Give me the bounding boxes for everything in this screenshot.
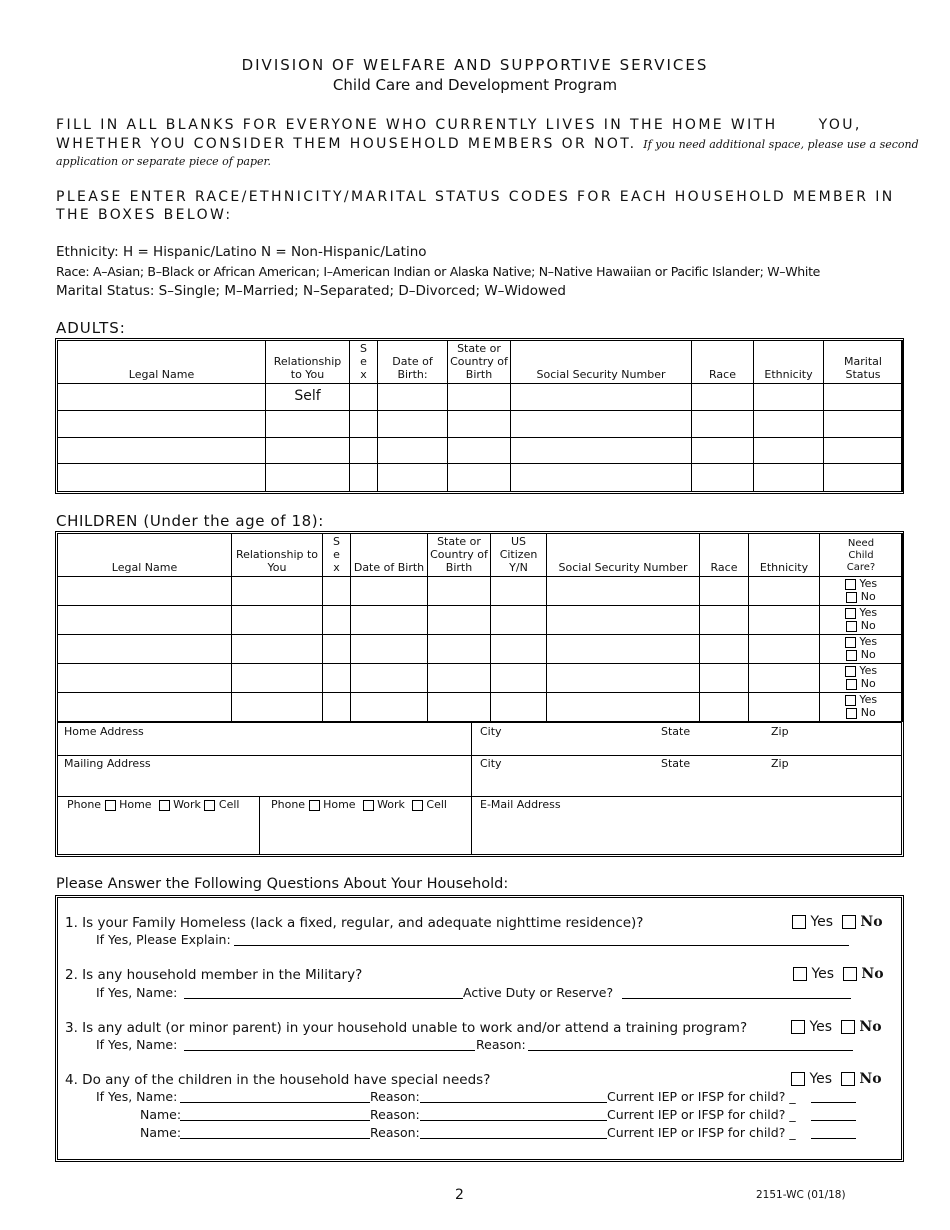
child-relationship-cell[interactable]: [232, 606, 323, 635]
q4-iep-line-3[interactable]: [811, 1138, 856, 1139]
child-care-options: [820, 693, 903, 722]
adults-col-race: Race: [692, 341, 754, 384]
codes-line2: THE BOXES BELOW:: [56, 207, 233, 223]
page-number: 2: [455, 1187, 464, 1203]
adults-table: [57, 340, 903, 492]
q3-reason-label: Reason:: [476, 1037, 526, 1052]
child-citizen-cell[interactable]: [491, 635, 547, 664]
instructions-line2-text: WHETHER YOU CONSIDER THEM HOUSEHOLD MEMBERS OR NOT.: [56, 136, 637, 152]
child-name-cell[interactable]: [58, 664, 232, 693]
adult-ssn-cell[interactable]: [511, 464, 692, 492]
adult-ethnicity-cell[interactable]: [754, 464, 824, 492]
care-no-label: No: [860, 619, 876, 632]
adult-relationship-cell[interactable]: [266, 464, 350, 492]
q4-yes-checkbox[interactable]: [791, 1072, 805, 1086]
phone-2-cell-checkbox[interactable]: [412, 800, 423, 811]
phone-1-row: [67, 798, 239, 811]
q2-no-checkbox[interactable]: [843, 967, 857, 981]
adults-heading: ADULTS:: [56, 319, 126, 337]
q4-name-label-2: Name:: [140, 1107, 182, 1122]
child-sex-cell[interactable]: [323, 606, 351, 635]
q4-reason-line-3[interactable]: [420, 1138, 607, 1139]
q2-yes-no: [793, 966, 884, 982]
q4-yes-label: Yes: [809, 1071, 833, 1087]
adult-name-cell[interactable]: [58, 411, 266, 438]
q1-explain-line[interactable]: [234, 945, 849, 946]
adult-marital-cell[interactable]: [824, 384, 903, 411]
q2-no-label: No: [861, 966, 884, 982]
adults-col-ethnicity: Ethnicity: [754, 341, 824, 384]
address-divider: [471, 723, 472, 855]
q4-iep-label-3: Current IEP or IFSP for child? _: [607, 1125, 796, 1140]
agency-title: DIVISION OF WELFARE AND SUPPORTIVE SERVICES: [241, 56, 709, 74]
children-heading: CHILDREN (Under the age of 18):: [56, 512, 324, 530]
children-col-citizen: US Citizen Y/N: [491, 534, 547, 577]
questions-heading: Please Answer the Following Questions About Your Household:: [56, 876, 509, 892]
q1-yes-label: Yes: [810, 914, 834, 930]
adult-ethnicity-cell[interactable]: [754, 411, 824, 438]
q1-yes-checkbox[interactable]: [792, 915, 806, 929]
children-col-legal-name: Legal Name: [58, 534, 232, 577]
instructions-line1: FILL IN ALL BLANKS FOR EVERYONE WHO CURRENTLY LIVES IN THE HOME WITH YOU,: [56, 117, 862, 133]
children-col-race: Race: [700, 534, 749, 577]
q2-name-line[interactable]: [184, 998, 463, 999]
adult-dob-cell[interactable]: [378, 464, 448, 492]
q3-yes-checkbox[interactable]: [791, 1020, 805, 1034]
care-no-checkbox[interactable]: [846, 679, 857, 690]
child-state-cell[interactable]: [428, 606, 491, 635]
q1-no-checkbox[interactable]: [842, 915, 856, 929]
phone-1-work-label: Work: [173, 798, 201, 811]
table-row: [58, 635, 903, 664]
child-citizen-cell[interactable]: [491, 606, 547, 635]
q2-duty-line[interactable]: [622, 998, 851, 999]
child-sex-cell[interactable]: [323, 693, 351, 722]
adult-relationship-self: Self: [266, 384, 350, 411]
care-yes-label: Yes: [859, 635, 878, 648]
children-col-need-care: Need Child Care?: [820, 534, 903, 577]
child-race-cell[interactable]: [700, 693, 749, 722]
care-yes-label: Yes: [859, 664, 878, 677]
care-no-label: No: [860, 648, 876, 661]
q3-no-checkbox[interactable]: [841, 1020, 855, 1034]
phone-2-label: Phone: [271, 798, 306, 811]
children-col-sex: S e x: [323, 534, 351, 577]
adult-relationship-cell[interactable]: [266, 438, 350, 464]
care-no-label: No: [860, 706, 876, 719]
child-state-cell[interactable]: [428, 664, 491, 693]
care-yes-checkbox[interactable]: [845, 666, 856, 677]
question-3: 3. Is any adult (or minor parent) in your household unable to work and/or attend a training program?: [65, 1020, 748, 1036]
adult-sex-cell[interactable]: [350, 411, 378, 438]
adult-marital-cell[interactable]: [824, 438, 903, 464]
child-ssn-cell[interactable]: [547, 577, 700, 606]
children-table: [57, 533, 903, 722]
q3-name-label: If Yes, Name:: [96, 1037, 178, 1052]
adult-dob-cell[interactable]: [378, 384, 448, 411]
adults-col-dob: Date of Birth:: [378, 341, 448, 384]
adults-col-sex: S e x: [350, 341, 378, 384]
q4-iep-line-1[interactable]: [811, 1102, 856, 1103]
care-no-checkbox[interactable]: [846, 708, 857, 719]
child-ethnicity-cell[interactable]: [749, 577, 820, 606]
care-yes-checkbox[interactable]: [845, 695, 856, 706]
phone-2-cell-label: Cell: [426, 798, 447, 811]
care-yes-checkbox[interactable]: [845, 579, 856, 590]
child-ssn-cell[interactable]: [547, 635, 700, 664]
adult-dob-cell[interactable]: [378, 411, 448, 438]
children-col-dob: Date of Birth: [351, 534, 428, 577]
q4-no-label: No: [859, 1071, 882, 1087]
q4-yes-no: [791, 1071, 882, 1087]
care-no-checkbox[interactable]: [846, 621, 857, 632]
phone-2-row: [271, 798, 447, 811]
adult-race-cell[interactable]: [692, 438, 754, 464]
table-row: [58, 464, 903, 492]
q1-yes-no: [792, 914, 883, 930]
mailing-zip-label: Zip: [771, 757, 789, 770]
child-care-options: [820, 606, 903, 635]
table-row: [58, 384, 903, 411]
child-citizen-cell[interactable]: [491, 664, 547, 693]
child-name-cell[interactable]: [58, 635, 232, 664]
instructions-line2: [56, 136, 919, 152]
adult-marital-cell[interactable]: [824, 464, 903, 492]
home-zip-label: Zip: [771, 725, 789, 738]
mailing-address-label: Mailing Address: [64, 757, 151, 770]
q4-reason-label-1: Reason:: [370, 1089, 420, 1104]
child-state-cell[interactable]: [428, 577, 491, 606]
address-rule-2: [57, 796, 902, 797]
child-care-options: [820, 635, 903, 664]
children-col-ethnicity: Ethnicity: [749, 534, 820, 577]
q4-name-line-2[interactable]: [180, 1120, 370, 1121]
q4-name-line-3[interactable]: [180, 1138, 370, 1139]
q4-ifyes-name-label: If Yes, Name:: [96, 1089, 178, 1104]
question-1: 1. Is your Family Homeless (lack a fixed, regular, and adequate nighttime residence)?: [65, 915, 644, 931]
child-care-options: [820, 577, 903, 606]
child-dob-cell[interactable]: [351, 577, 428, 606]
adult-name-cell[interactable]: [58, 464, 266, 492]
mailing-state-label: State: [661, 757, 691, 770]
marital-codes: Marital Status: S–Single; M–Married; N–Separated; D–Divorced; W–Widowed: [56, 283, 566, 299]
q2-yes-checkbox[interactable]: [793, 967, 807, 981]
adult-name-cell[interactable]: [58, 384, 266, 411]
child-race-cell[interactable]: [700, 664, 749, 693]
phone-1-home-label: Home: [119, 798, 152, 811]
table-row: [58, 693, 903, 722]
care-yes-label: Yes: [859, 577, 878, 590]
child-ethnicity-cell[interactable]: [749, 693, 820, 722]
q2-duty-label: Active Duty or Reserve?: [463, 985, 614, 1000]
adults-col-legal-name: Legal Name: [58, 341, 266, 384]
child-race-cell[interactable]: [700, 577, 749, 606]
phone-1-cell-label: Cell: [218, 798, 240, 811]
q4-no-checkbox[interactable]: [841, 1072, 855, 1086]
table-row: [58, 411, 903, 438]
home-state-label: State: [661, 725, 691, 738]
child-ethnicity-cell[interactable]: [749, 606, 820, 635]
table-row: [58, 664, 903, 693]
child-sex-cell[interactable]: [323, 577, 351, 606]
phone-1-work-checkbox[interactable]: [159, 800, 170, 811]
phone-1-cell-checkbox[interactable]: [204, 800, 215, 811]
adult-state-cell[interactable]: [448, 384, 511, 411]
table-row: [58, 606, 903, 635]
form-id: 2151-WC (01/18): [756, 1189, 846, 1201]
phone-2-home-label: Home: [323, 798, 356, 811]
q3-no-label: No: [859, 1019, 882, 1035]
adult-dob-cell[interactable]: [378, 438, 448, 464]
q4-iep-label-1: Current IEP or IFSP for child? _: [607, 1089, 796, 1104]
home-city-label: City: [480, 725, 502, 738]
program-title: Child Care and Development Program: [332, 76, 618, 94]
child-sex-cell[interactable]: [323, 664, 351, 693]
children-col-state: State or Country of Birth: [428, 534, 491, 577]
adult-state-cell[interactable]: [448, 411, 511, 438]
child-state-cell[interactable]: [428, 635, 491, 664]
child-dob-cell[interactable]: [351, 693, 428, 722]
children-col-relationship: Relationship to You: [232, 534, 323, 577]
care-no-checkbox[interactable]: [846, 650, 857, 661]
question-4: 4. Do any of the children in the household have special needs?: [65, 1072, 491, 1088]
child-ssn-cell[interactable]: [547, 606, 700, 635]
table-row: [58, 577, 903, 606]
child-ssn-cell[interactable]: [547, 693, 700, 722]
mailing-city-label: City: [480, 757, 502, 770]
child-ethnicity-cell[interactable]: [749, 664, 820, 693]
child-dob-cell[interactable]: [351, 664, 428, 693]
q4-reason-line-1[interactable]: [420, 1102, 607, 1103]
adult-ssn-cell[interactable]: [511, 411, 692, 438]
address-rule-1: [57, 755, 902, 756]
care-yes-label: Yes: [859, 606, 878, 619]
codes-line1: PLEASE ENTER RACE/ETHNICITY/MARITAL STATUS CODES FOR EACH HOUSEHOLD MEMBER IN: [56, 189, 895, 205]
child-citizen-cell[interactable]: [491, 577, 547, 606]
child-name-cell[interactable]: [58, 577, 232, 606]
phone-1-label: Phone: [67, 798, 102, 811]
q3-yes-label: Yes: [809, 1019, 833, 1035]
child-sex-cell[interactable]: [323, 635, 351, 664]
q4-reason-line-2[interactable]: [420, 1120, 607, 1121]
q2-name-label: If Yes, Name:: [96, 985, 178, 1000]
child-ssn-cell[interactable]: [547, 664, 700, 693]
child-name-cell[interactable]: [58, 606, 232, 635]
child-dob-cell[interactable]: [351, 635, 428, 664]
phone-1-home-checkbox[interactable]: [105, 800, 116, 811]
adult-race-cell[interactable]: [692, 464, 754, 492]
q4-iep-line-2[interactable]: [811, 1120, 856, 1121]
q4-name-line-1[interactable]: [180, 1102, 370, 1103]
q4-name-label-3: Name:: [140, 1125, 182, 1140]
child-race-cell[interactable]: [700, 635, 749, 664]
q3-name-line[interactable]: [184, 1050, 475, 1051]
child-ethnicity-cell[interactable]: [749, 635, 820, 664]
adult-sex-cell[interactable]: [350, 464, 378, 492]
child-relationship-cell[interactable]: [232, 664, 323, 693]
child-dob-cell[interactable]: [351, 606, 428, 635]
phone-2-work-label: Work: [377, 798, 405, 811]
adult-relationship-cell[interactable]: [266, 411, 350, 438]
q4-iep-label-2: Current IEP or IFSP for child? _: [607, 1107, 796, 1122]
adult-sex-cell[interactable]: [350, 384, 378, 411]
email-label: E-Mail Address: [480, 798, 561, 811]
q3-reason-line[interactable]: [528, 1050, 853, 1051]
child-name-cell[interactable]: [58, 693, 232, 722]
adult-sex-cell[interactable]: [350, 438, 378, 464]
care-no-label: No: [860, 677, 876, 690]
q2-yes-label: Yes: [811, 966, 835, 982]
adults-col-ssn: Social Security Number: [511, 341, 692, 384]
children-col-ssn: Social Security Number: [547, 534, 700, 577]
q4-reason-label-3: Reason:: [370, 1125, 420, 1140]
instructions-note-a: If you need additional space, please use a second: [643, 138, 919, 151]
adult-marital-cell[interactable]: [824, 411, 903, 438]
adult-race-cell[interactable]: [692, 384, 754, 411]
child-state-cell[interactable]: [428, 693, 491, 722]
child-care-options: [820, 664, 903, 693]
adult-state-cell[interactable]: [448, 438, 511, 464]
child-citizen-cell[interactable]: [491, 693, 547, 722]
home-address-label: Home Address: [64, 725, 144, 738]
adults-col-state: State or Country of Birth: [448, 341, 511, 384]
adult-ethnicity-cell[interactable]: [754, 384, 824, 411]
care-no-checkbox[interactable]: [846, 592, 857, 603]
phone-2-home-checkbox[interactable]: [309, 800, 320, 811]
child-relationship-cell[interactable]: [232, 635, 323, 664]
instructions-note-b: application or separate piece of paper.: [56, 155, 272, 168]
adult-state-cell[interactable]: [448, 464, 511, 492]
q1-no-label: No: [860, 914, 883, 930]
care-no-label: No: [860, 590, 876, 603]
ethnicity-codes: Ethnicity: H = Hispanic/Latino N = Non-Hispanic/Latino: [56, 244, 427, 260]
race-codes: Race: A–Asian; B–Black or African American; I–American Indian or Alaska Native; N–Native Hawaiian or Pacific Islander; W–White: [56, 264, 821, 279]
care-yes-label: Yes: [859, 693, 878, 706]
child-race-cell[interactable]: [700, 606, 749, 635]
adult-ssn-cell[interactable]: [511, 384, 692, 411]
adult-ethnicity-cell[interactable]: [754, 438, 824, 464]
phone-2-work-checkbox[interactable]: [363, 800, 374, 811]
adults-col-relationship: Relationship to You: [266, 341, 350, 384]
adult-ssn-cell[interactable]: [511, 438, 692, 464]
adult-race-cell[interactable]: [692, 411, 754, 438]
child-relationship-cell[interactable]: [232, 693, 323, 722]
phone-divider: [259, 796, 260, 855]
address-block: [57, 721, 902, 855]
adults-col-marital: Marital Status: [824, 341, 903, 384]
adult-name-cell[interactable]: [58, 438, 266, 464]
q1-explain-label: If Yes, Please Explain:: [96, 932, 231, 947]
table-row: [58, 438, 903, 464]
care-yes-checkbox[interactable]: [845, 608, 856, 619]
question-2: 2. Is any household member in the Military?: [65, 967, 363, 983]
child-relationship-cell[interactable]: [232, 577, 323, 606]
care-yes-checkbox[interactable]: [845, 637, 856, 648]
q4-reason-label-2: Reason:: [370, 1107, 420, 1122]
q3-yes-no: [791, 1019, 882, 1035]
